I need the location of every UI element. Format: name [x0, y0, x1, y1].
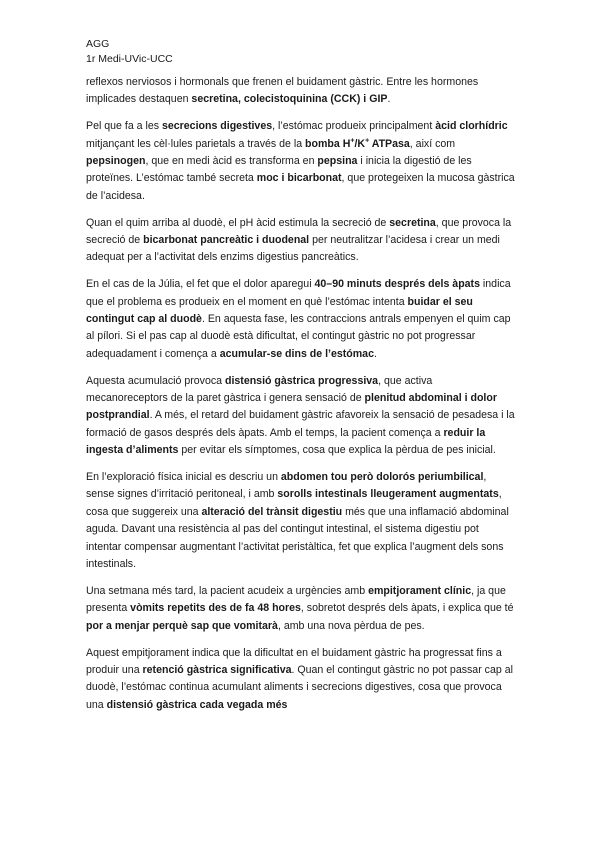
bold-term: empitjorament clínic	[368, 584, 472, 597]
bold-term: /K	[354, 137, 366, 150]
bold-term: vòmits repetits des de fa 48 hores	[130, 602, 301, 615]
text-run: . Quan el contingut gàstric no pot passar cap al duodè, l’estómac continua acumulant aliments i secrecions digestives, cosa que provoca una	[86, 663, 513, 711]
paragraph	[86, 645, 516, 715]
paragraph	[86, 118, 516, 205]
text-run: , que activa mecanoreceptors de la paret gàstrica i genera sensació de	[86, 374, 433, 405]
bold-term: àcid clorhídric	[435, 120, 508, 133]
text-run: Una setmana més tard, la pacient acudeix a urgències amb	[86, 584, 369, 597]
bold-term: reduir la ingesta d’aliments	[86, 426, 486, 457]
superscript-charge: +	[365, 137, 370, 145]
bold-term: 40–90 minuts després dels àpats	[314, 278, 480, 291]
text-run: , que provoca la secreció de	[86, 216, 512, 247]
text-run: , sense signes d’irritació peritoneal, i amb	[86, 471, 487, 501]
text-run: mitjançant les cèl·lules parietals a través de la	[86, 137, 306, 150]
page-header	[86, 37, 173, 67]
bold-term: por a menjar perquè sap que vomitarà	[86, 619, 278, 632]
bold-term: moc i bicarbonat	[256, 172, 342, 185]
paragraph	[86, 276, 516, 363]
bold-term: distensió gàstrica cada vegada més	[106, 698, 288, 711]
text-run: , ja que presenta	[86, 584, 506, 615]
bold-term: bicarbonat pancreàtic i duodenal	[143, 234, 310, 247]
text-run: En el cas de la Júlia, el fet que el dolor aparegui	[86, 278, 315, 291]
text-run: per evitar els símptomes, cosa que explica la pèrdua de pes inicial.	[178, 444, 496, 457]
text-run: , amb una nova pèrdua de pes.	[277, 619, 425, 632]
text-run: , així com	[409, 137, 456, 150]
text-run: En l’exploració física inicial es descriu un	[86, 471, 281, 484]
text-run: per neutralitzar l’acidesa i crear un medi adequat per a l’activitat dels enzims digestius pancreàtics.	[86, 234, 500, 264]
superscript-charge: +	[350, 137, 355, 145]
bold-term: sorolls intestinals lleugerament augmentats	[277, 488, 499, 501]
bold-term: pepsina	[317, 155, 358, 168]
paragraph	[86, 74, 516, 109]
text-run: . En aquesta fase, les contraccions antrals empenyen el quim cap al pílori. Si el pas cap al duodè està dificultat, el contingut gàstric no pot progressar adequadament i comença a	[86, 313, 511, 360]
text-run: .	[373, 347, 377, 360]
text-run: , cosa que suggereix una	[86, 488, 502, 518]
bold-term: ATPasa	[369, 137, 410, 150]
bold-term: secrecions digestives	[161, 120, 273, 133]
bold-term: plenitud abdominal i dolor postprandial	[86, 392, 497, 422]
text-run: més que una inflamació abdominal aguda. Davant una resistència al pas del contingut intestinal, el sistema digestiu pot intentar compensar augmentant l’activitat peristàltica, fet que explica l’augment dels sons intestinals.	[86, 505, 509, 571]
text-run: i inicia la digestió de les proteïnes. L’estómac també secreta	[86, 155, 472, 185]
bold-term: abdomen tou però dolorós periumbilical	[280, 471, 484, 484]
document-body	[86, 74, 516, 724]
bold-term: distensió gàstrica progressiva	[224, 374, 379, 387]
text-run: indica que el problema es produeix en el moment en què l’estómac intenta	[86, 278, 511, 308]
text-run: , l’estómac produeix principalment	[272, 120, 436, 133]
bold-term: alteració del trànsit digestiu	[201, 505, 343, 518]
bold-term: retenció gàstrica significativa	[142, 663, 292, 676]
bold-term: pepsinogen	[86, 155, 146, 168]
text-run: Pel que fa a les	[86, 120, 162, 133]
paragraph	[86, 583, 516, 635]
text-run: , sobretot després dels àpats, i explica que té	[300, 602, 514, 615]
text-run: , que protegeixen la mucosa gàstrica de l’acidesa.	[86, 172, 515, 202]
text-run: reflexos nerviosos i hormonals que frenen el buidament gàstric. Entre les hormones implicades destaquen	[86, 76, 479, 106]
text-run: .	[387, 93, 391, 106]
text-run: Aquest empitjorament indica que la dificultat en el buidament gàstric ha progressat fins a produir una	[86, 646, 502, 676]
author-initials: AGG	[86, 38, 110, 50]
bold-term: secretina	[389, 216, 436, 229]
course-label: 1r Medi-UVic-UCC	[86, 53, 173, 65]
paragraph	[86, 469, 516, 573]
bold-term: bomba H	[305, 137, 351, 150]
text-run: Aquesta acumulació provoca	[86, 374, 225, 387]
bold-term: secretina, colecistoquinina (CCK) i GIP	[191, 93, 388, 106]
paragraph	[86, 215, 516, 267]
bold-term: acumular-se dins de l’estómac	[219, 347, 374, 360]
paragraph	[86, 373, 516, 460]
text-run: . A més, el retard del buidament gàstric afavoreix la sensació de pesadesa i la formació de gasos després dels àpats. Amb el temps, la pacient comença a	[86, 409, 515, 439]
bold-term: buidar el seu contingut cap al duodè	[86, 295, 473, 326]
text-run: , que en medi àcid es transforma en	[145, 155, 318, 168]
text-run: Quan el quim arriba al duodè, el pH àcid estimula la secreció de	[86, 216, 390, 229]
